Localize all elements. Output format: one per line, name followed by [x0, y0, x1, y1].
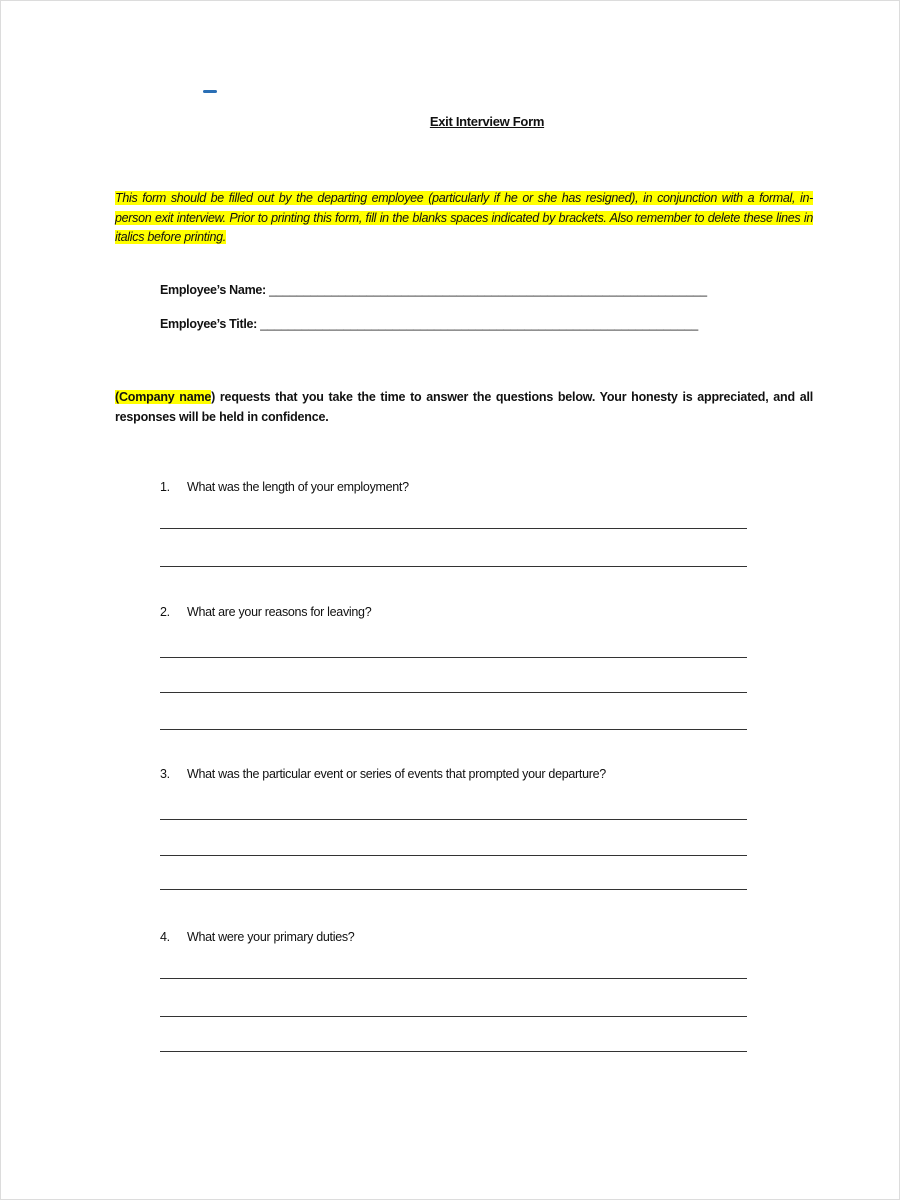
intro-text: ) requests that you take the time to answer the questions below. Your honesty is appreciated, and all responses will be held in confidence.: [115, 390, 813, 424]
employee-name-field: [160, 283, 707, 297]
employee-title-field: [160, 317, 698, 331]
instructions-note: [115, 189, 813, 248]
answer-line[interactable]: [160, 855, 747, 856]
question-text: What are your reasons for leaving?: [187, 605, 372, 619]
employee-title-blank[interactable]: _______________________________________________________________: [260, 317, 699, 331]
answer-line[interactable]: [160, 729, 747, 730]
answer-line[interactable]: [160, 692, 747, 693]
question-3: [160, 767, 606, 781]
employee-title-label: Employee’s Title:: [160, 317, 258, 331]
answer-line[interactable]: [160, 889, 747, 890]
answer-line[interactable]: [160, 978, 747, 979]
answer-line[interactable]: [160, 528, 747, 529]
company-name-placeholder: (Company name: [115, 390, 212, 404]
question-number: 3.: [160, 767, 170, 781]
question-text: What was the particular event or series of events that prompted your departure?: [187, 767, 606, 781]
intro-paragraph: [115, 388, 813, 427]
answer-line[interactable]: [160, 1051, 747, 1052]
answer-line[interactable]: [160, 1016, 747, 1017]
instructions-text: This form should be filled out by the departing employee (particularly if he or she has resigned), in conjunction with a formal, in-person exit interview. Prior to printing this form, fill in the blanks spaces indicated by brackets. Also remember to delete these lines in italics before printing.: [115, 191, 813, 244]
question-number: 4.: [160, 930, 170, 944]
question-4: [160, 930, 354, 944]
question-2: [160, 605, 371, 619]
question-number: 1.: [160, 480, 170, 494]
question-text: What was the length of your employment?: [187, 480, 409, 494]
form-title: Exit Interview Form: [429, 114, 545, 129]
answer-line[interactable]: [160, 566, 747, 567]
answer-line[interactable]: [160, 657, 747, 658]
employee-name-label: Employee’s Name:: [160, 283, 266, 297]
question-text: What were your primary duties?: [187, 930, 355, 944]
employee-name-blank[interactable]: _______________________________________________________________: [269, 283, 708, 297]
answer-line[interactable]: [160, 819, 747, 820]
question-1: [160, 480, 409, 494]
question-number: 2.: [160, 605, 170, 619]
corner-mark: [203, 90, 217, 93]
